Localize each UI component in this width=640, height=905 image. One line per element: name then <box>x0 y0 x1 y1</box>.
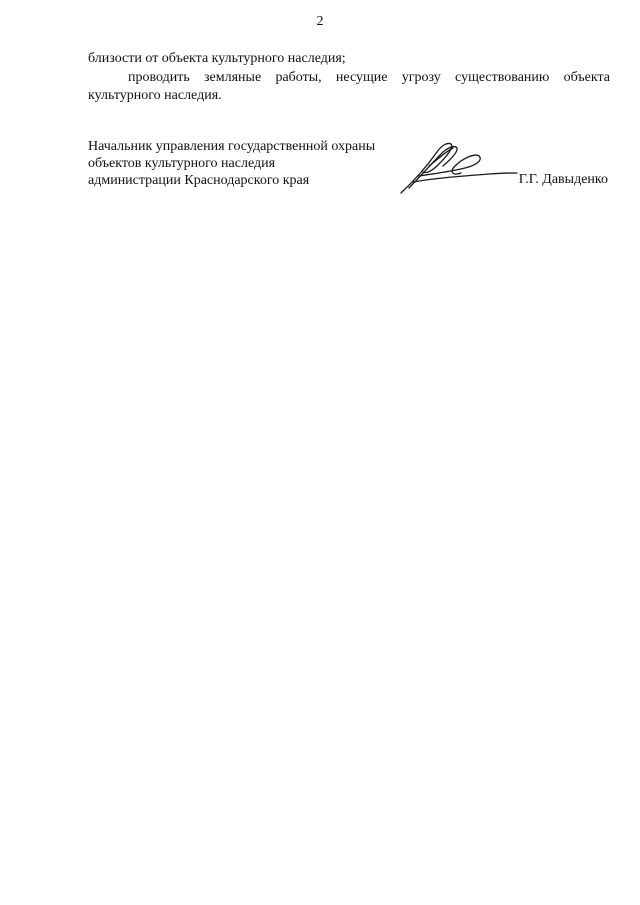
signer-position-line: администрации Краснодарского края <box>88 173 310 188</box>
paragraph-earthworks: проводить земляные работы, несущие угрозу существованию объекта культурного наследия. <box>88 69 610 103</box>
body-text <box>88 50 610 106</box>
signer-position-line: объектов культурного наследия <box>88 156 276 171</box>
signer-position-line: Начальник управления государственной охраны <box>88 139 376 154</box>
signer-position <box>88 138 408 189</box>
signer-name: Г.Г. Давыденко <box>518 172 608 187</box>
page-number: 2 <box>316 14 324 29</box>
paragraph-continuation: близости от объекта культурного наследия; <box>88 51 346 66</box>
signature-block <box>88 138 610 198</box>
handwritten-signature <box>393 138 523 198</box>
